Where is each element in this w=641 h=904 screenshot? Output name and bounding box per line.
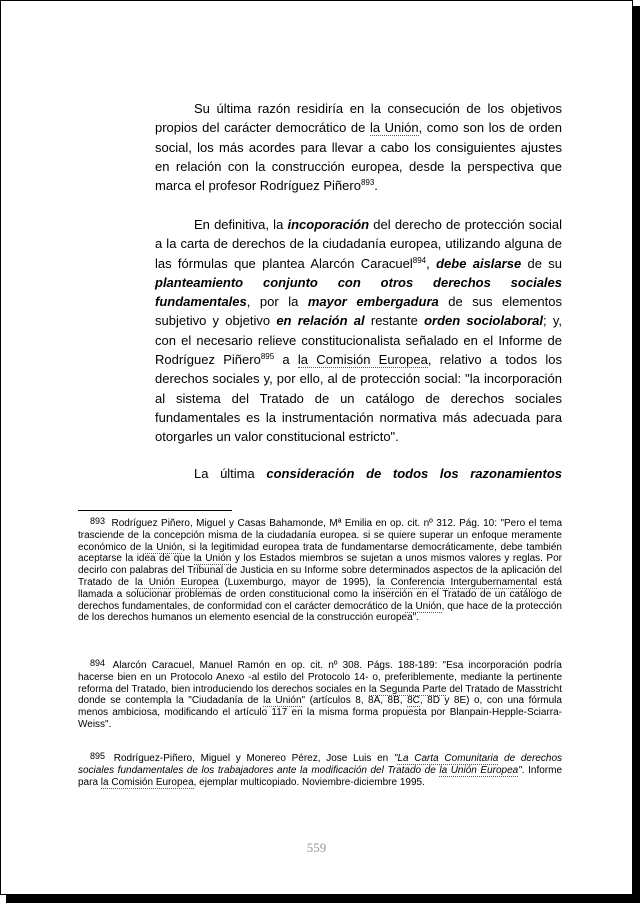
- emphasis: en relación al: [276, 313, 365, 329]
- text-run: (Luxemburgo, mayor de 1995),: [218, 576, 377, 588]
- underlined-term: la Segunda Parte: [368, 683, 447, 695]
- text-run: , 8D y 8E) o, con una fórmula menos ambiciosa, modificando el artículo 117 en la misma forma propuesta por Blanpain-Hepple-Sciarra- Weiss".: [78, 695, 562, 730]
- emphasis: planteamiento conjunto con otros derechos sociales fundamentales: [155, 274, 562, 310]
- text-run: del Tratado de Masstricht donde se contempla la "Ciudadanía de: [78, 683, 563, 707]
- text-run: La última: [194, 466, 267, 481]
- underlined-term: la Unión: [144, 541, 183, 553]
- emphasis: consideración de todos los razonamientos: [266, 466, 562, 481]
- emphasis: debe aislarse: [436, 255, 522, 271]
- body-paragraph-1: [155, 99, 562, 195]
- underlined-term: la Unión: [193, 553, 232, 565]
- footnote-ref-895[interactable]: 895: [260, 352, 275, 362]
- text-run: .: [374, 178, 378, 194]
- underlined-term: La Carta Comunitaria: [397, 753, 499, 764]
- text-run: , si la legitimidad europea trata de fundamentarse democráticamente, debe también aceptarse la idea de que: [78, 541, 562, 565]
- text-run: , ejemplar multicopiado. Noviembre-diciembre 1995.: [193, 776, 425, 788]
- text-run: , relativo a todos los derechos sociales y, por ello, al de protección social: "la incorporación al sistema del Tratado de un catálogo de derechos sociales fundamentales es la instrumentación normativa más adecuada para otorgarles un valor constitucional estricto".: [155, 352, 562, 445]
- footnote-893: [78, 516, 562, 624]
- text-run: En definitiva, la: [194, 217, 288, 232]
- underlined-term: la Unión: [369, 120, 419, 136]
- text-run: restante: [364, 313, 425, 329]
- underlined-term: la Comisión Europea: [297, 352, 428, 368]
- underlined-term: 8C: [407, 695, 420, 707]
- text-run: Alarcón Caracuel, Manuel Ramón en op. cit. nº 308. Págs. 188-189: "Esa incorporación podría hacerse bien en un Protocolo Anexo -al estilo del Protocolo 14- o, preferiblemente, mediante la pertinente reforma del Tratado, bien introduciendo los derechos sociales en: [78, 660, 562, 695]
- text-run: Su última razón residiría en la consecución de los objetivos propios del carácter democrático de: [155, 101, 562, 136]
- text-run: a: [274, 352, 298, 368]
- text-run: del derecho de protección social a la carta de derechos de la ciudadanía europea, utilizando alguna de las fórmulas que plantea Alarcón Caracuel: [155, 217, 563, 271]
- text-run: Rodríguez-Piñero, Miguel y Monereo Pérez, Jose Luis en: [113, 753, 394, 764]
- text-run: ": [518, 764, 522, 776]
- underlined-term: la Conferencia Intergubernamental: [376, 576, 538, 588]
- page-shadow-right: [633, 6, 640, 902]
- underlined-term: la Comisión Europea: [100, 776, 194, 788]
- emphasis: mayor embergadura: [307, 294, 439, 310]
- text-run: ; y, con el necesario relieve constitucionalista señalado en el Informe de Rodríguez Piñero: [155, 313, 562, 368]
- text-run: de derechos sociales fundamentales de los trabajadores ante la modificación del Tratado de: [78, 753, 563, 776]
- text-run: y los Estados miembros se sujetan a unos mismos valores y reglas. Por decirlo con palabras del Tribunal de Justicia en su Informe sobre determinados aspectos de la aplicación del Tratado de: [78, 553, 562, 588]
- emphasis: incoporación: [287, 217, 370, 232]
- text-run: Rodríguez Piñero, Miguel y Casas Bahamonde, Mª Emilia en op. cit. nº 312. Pág. 10: "Pero el tema trasciende de la concepción misma de la ciudadanía europea. si se quiere superar un enfoque meramente económico de: [78, 518, 562, 553]
- text-run: . Informe para: [78, 764, 563, 788]
- footnote-number: 895: [90, 751, 106, 761]
- footnote-ref-894[interactable]: 894: [412, 255, 427, 265]
- page-number: 559: [306, 840, 327, 855]
- text-run: " (artículos 8, 8A, 8B,: [301, 695, 408, 707]
- text-run: , como son los de orden social, los más acordes para llevar a cabo los consiguientes ajustes en relación con la construcción europea, desde la perspectiva que marca el profesor Rodríguez Piñero: [155, 120, 563, 194]
- text-run: de sus elementos subjetivo y objetivo: [155, 294, 562, 329]
- footnote-895: [78, 751, 562, 788]
- text-run: , por la: [246, 294, 308, 310]
- text-run: ,: [426, 255, 437, 271]
- footnote-894: [78, 658, 562, 731]
- page-shadow-bottom: [6, 895, 640, 903]
- underlined-term: la Unión: [404, 600, 442, 612]
- underlined-term: la Unión Europea: [439, 764, 519, 776]
- footnote-ref-893[interactable]: 893: [360, 178, 375, 188]
- emphasis: orden sociolaboral: [424, 313, 543, 329]
- underlined-term: la Unión Europea: [135, 576, 219, 588]
- footnote-number: 894: [90, 658, 106, 668]
- text-run: , que hace de la protección de los derechos humanos un elemento esencial de la construcción europea".: [78, 600, 562, 624]
- body-paragraph-3: [155, 464, 562, 483]
- body-paragraph-2: [155, 215, 562, 447]
- footnote-separator: [78, 510, 232, 511]
- underlined-term: la Unión: [263, 695, 302, 707]
- footnote-number: 893: [90, 516, 106, 526]
- text-run: está llamada a solucionar problemas de orden constitucional como la inserción en el Tratado de un catálogo de derechos fundamentales, de conformidad con el carácter democrático de: [78, 576, 562, 612]
- text-run: ": [393, 753, 398, 764]
- text-run: de su: [521, 255, 562, 271]
